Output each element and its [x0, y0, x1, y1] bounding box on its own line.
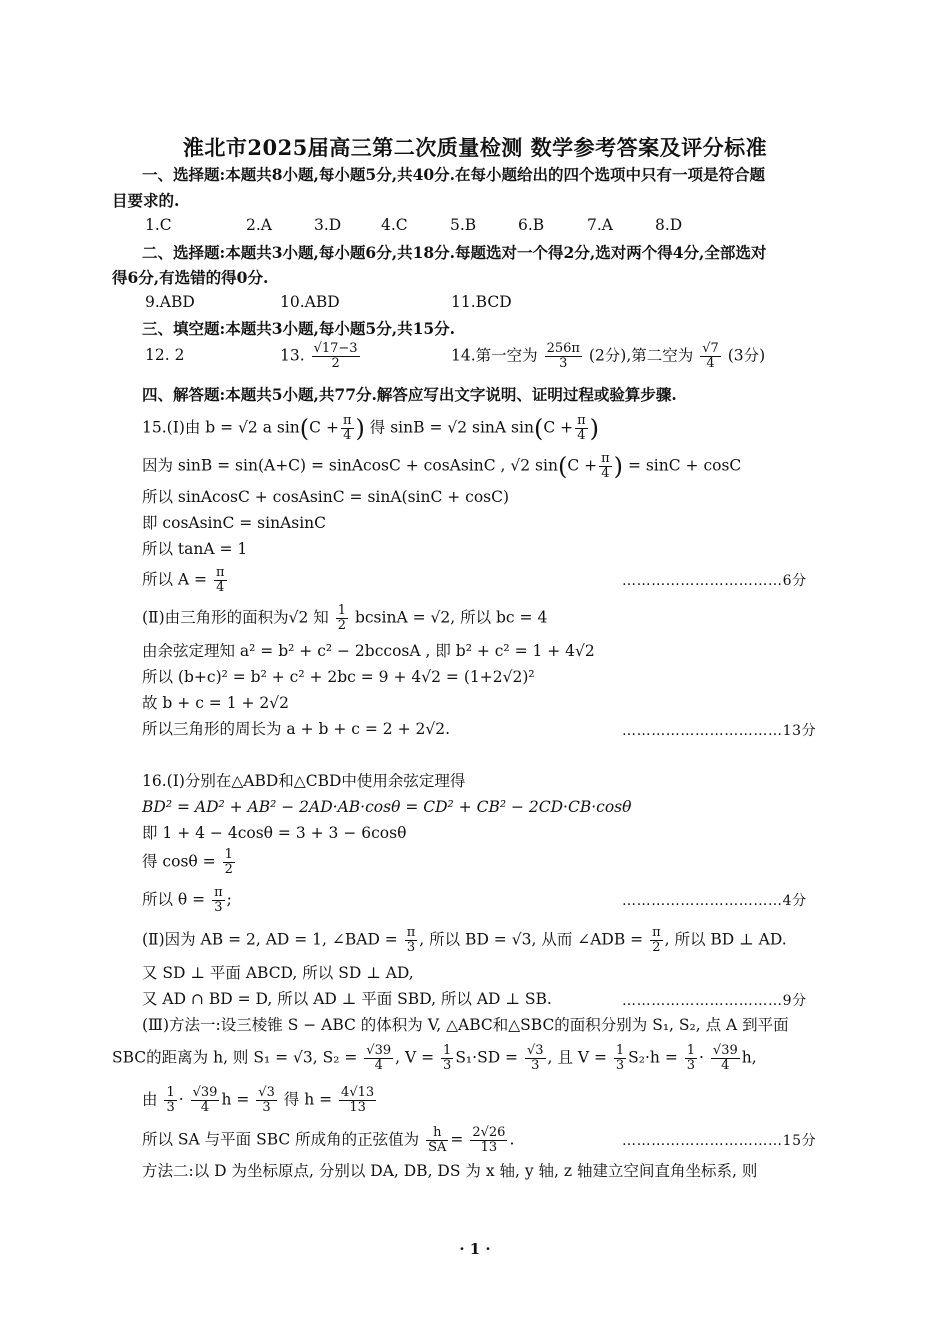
- q16-text: , 所以 BD = √3, 从而 ∠ADB =: [419, 930, 644, 949]
- denominator: 4: [374, 1058, 383, 1073]
- q16-text: (Ⅱ)因为 AB = 2, AD = 1, ∠BAD =: [142, 930, 398, 949]
- numerator: √39: [366, 1043, 392, 1058]
- denominator: 2: [652, 940, 661, 955]
- answer-14-prefix: 14.第一空为: [451, 346, 538, 365]
- fraction: [214, 566, 227, 595]
- fraction: [341, 414, 354, 443]
- answer-14: [451, 342, 765, 371]
- fraction: [470, 1126, 507, 1155]
- denominator: 4: [721, 1058, 730, 1073]
- denominator: 3: [406, 940, 416, 955]
- denominator: 3: [686, 1058, 696, 1073]
- q16-part2-line1: [142, 926, 787, 955]
- numerator: π: [214, 885, 223, 900]
- fraction: [685, 1044, 697, 1073]
- numerator: 1: [615, 1043, 625, 1058]
- numerator: 256π: [546, 341, 580, 356]
- q16-line2: BD² = AD² + AB² − 2AD·AB·cosθ = CD² + CB² − 2CD·CB·cosθ: [142, 798, 632, 816]
- denominator: 13: [480, 1140, 498, 1155]
- numerator: 1: [337, 603, 347, 618]
- denominator: 3: [615, 1058, 625, 1073]
- answer-item: 8.D: [655, 216, 683, 234]
- fraction: [364, 1044, 393, 1073]
- score-6: [622, 570, 807, 590]
- section2-intro-line1: 二、选择题:本题共3小题,每小题6分,共18分.每题选对一个得2分,选对两个得4分,全部选对: [142, 243, 767, 262]
- q16-text: , V =: [395, 1048, 435, 1067]
- leader-dots: ……………………………: [622, 893, 783, 909]
- numerator: π: [406, 925, 416, 940]
- q15-line5: 所以 tanA = 1: [142, 540, 248, 558]
- q16-line3: 即 1 + 4 − 4cosθ = 3 + 3 − 6cosθ: [142, 824, 407, 842]
- page-title: 淮北市2025届高三第二次质量检测 数学参考答案及评分标准: [182, 135, 768, 160]
- fraction: [405, 926, 418, 955]
- denominator: 4: [601, 466, 610, 481]
- numerator: π: [652, 925, 661, 940]
- numerator: √17−3: [313, 341, 358, 356]
- q16-text: ;: [226, 890, 232, 909]
- q16-text: h,: [741, 1048, 757, 1067]
- q16-line1: 16.(Ⅰ)分别在△ABD和△CBD中使用余弦定理得: [142, 772, 466, 790]
- q15-text: C +: [543, 418, 574, 437]
- q16-line5: [142, 886, 232, 915]
- answer-item: 3.D: [314, 216, 342, 234]
- q16-part2-line3: 又 AD ∩ BD = D, 所以 AD ⊥ 平面 SBD, 所以 AD ⊥ SB.: [142, 990, 552, 1008]
- numerator: h: [426, 1126, 448, 1141]
- q16-text: =: [450, 1130, 464, 1149]
- fraction: [700, 342, 721, 371]
- numerator: √3: [526, 1043, 544, 1058]
- fraction: [650, 926, 663, 955]
- denominator: 2: [337, 618, 347, 633]
- q16-text: 得 h =: [278, 1090, 333, 1109]
- denominator: 4: [577, 428, 586, 443]
- section1-intro-line2: 目要求的.: [112, 191, 180, 210]
- left-paren: (: [533, 414, 544, 443]
- denominator: 3: [214, 900, 223, 915]
- q15-line2: [142, 452, 741, 481]
- q16-text: S₁·SD =: [455, 1048, 519, 1067]
- q15-text: C +: [567, 456, 598, 475]
- denominator: 4: [216, 580, 225, 595]
- answer-item: 4.C: [381, 216, 408, 234]
- fraction: [223, 848, 235, 877]
- right-paren: ): [613, 452, 624, 481]
- left-paren: (: [557, 452, 568, 481]
- q15-text: 15.(Ⅰ)由 b = √2 a sin: [142, 418, 300, 437]
- q16-text: S₂·h =: [628, 1048, 678, 1067]
- q16-text: 所以 θ =: [142, 890, 206, 909]
- right-paren: ): [589, 414, 600, 443]
- q15-text: 因为 sinB = sin(A+C) = sinAcosC + cosAsinC , √2 sin: [142, 456, 558, 475]
- leader-dots: ……………………………: [622, 573, 783, 589]
- score-text: 4分: [782, 893, 807, 909]
- leader-dots: ……………………………: [622, 993, 783, 1009]
- q16-method2: 方法二:以 D 为坐标原点, 分别以 DA, DB, DS 为 x 轴, y 轴, z 轴建立空间直角坐标系, 则: [142, 1162, 758, 1180]
- numerator: π: [215, 565, 225, 580]
- q16-part2-line2: 又 SD ⊥ 平面 ABCD, 所以 SD ⊥ AD,: [142, 964, 414, 982]
- score-15: [622, 1130, 816, 1150]
- numerator: √3: [258, 1085, 275, 1100]
- fraction: [599, 452, 612, 481]
- q16-text: h =: [221, 1090, 250, 1109]
- denominator: 3: [166, 1100, 175, 1115]
- leader-dots: ……………………………: [622, 723, 783, 739]
- answer-item: 10.ABD: [280, 293, 340, 311]
- fraction: [212, 886, 225, 915]
- q15-text: (Ⅱ)由三角形的面积为√2 知: [142, 608, 329, 627]
- denominator: 13: [349, 1100, 366, 1115]
- numerator: √7: [702, 341, 719, 356]
- q15-text: bcsinA = √2, 所以 bc = 4: [354, 608, 548, 627]
- answer-14-suffix: (3分): [727, 346, 766, 365]
- answer-item: 6.B: [518, 216, 545, 234]
- q15-part2-line1: [142, 604, 547, 633]
- q16-text: SBC的距离为 h, 则 S₁ = √3, S₂ =: [112, 1048, 358, 1067]
- leader-dots: ……………………………: [622, 1133, 783, 1149]
- denominator: 2: [224, 862, 233, 877]
- denominator: 3: [443, 1058, 452, 1073]
- q15-text: C +: [309, 418, 339, 437]
- numerator: √39: [712, 1043, 738, 1058]
- fraction: [441, 1044, 453, 1073]
- fraction: [525, 1044, 546, 1073]
- score-4: [622, 890, 807, 910]
- denominator: SA: [428, 1140, 447, 1155]
- denominator: 4: [343, 428, 352, 443]
- right-paren: ): [355, 414, 365, 443]
- answer-item: 7.A: [587, 216, 613, 234]
- q15-line1: [142, 414, 599, 443]
- fraction: [711, 1044, 740, 1073]
- q16-part3-line1: (Ⅲ)方法一:设三棱锥 S − ABC 的体积为 V, △ABC和△SBC的面积分别为 S₁, S₂, 点 A 到平面: [142, 1016, 789, 1034]
- q16-text: , 且 V =: [547, 1048, 607, 1067]
- section1-intro-line1: 一、选择题:本题共8小题,每小题5分,共40分.在每小题给出的四个选项中只有一项是符合题: [142, 165, 766, 184]
- fraction: [164, 1086, 176, 1115]
- answer-item: 2.A: [246, 216, 272, 234]
- fraction: [336, 604, 348, 633]
- answer-item: 1.C: [145, 216, 172, 234]
- score-13: [622, 720, 816, 740]
- section3-intro: 三、填空题:本题共3小题,每小题5分,共15分.: [142, 319, 456, 338]
- score-text: 9分: [782, 993, 807, 1009]
- q15-line3: 所以 sinAcosC + cosAsinC = sinA(sinC + cosC): [142, 488, 510, 506]
- fraction: [545, 342, 582, 371]
- fraction: [339, 1086, 376, 1115]
- denominator: 3: [559, 356, 568, 371]
- fraction: [256, 1086, 277, 1115]
- numerator: π: [601, 451, 610, 466]
- q16-text: , 所以 BD ⊥ AD.: [664, 930, 787, 949]
- denominator: 3: [531, 1058, 540, 1073]
- left-paren: (: [299, 414, 310, 443]
- numerator: √39: [192, 1085, 218, 1100]
- numerator: 2√26: [472, 1125, 506, 1140]
- q15-text: 所以 A =: [142, 570, 208, 589]
- q16-part3-line3: [142, 1086, 378, 1115]
- section4-intro: 四、解答题:本题共5小题,共77分.解答应写出文字说明、证明过程或验算步骤.: [142, 385, 677, 404]
- q16-text: 由: [142, 1090, 158, 1109]
- numerator: 1: [224, 847, 233, 862]
- answer-item: 9.ABD: [145, 293, 195, 311]
- fraction: [614, 1044, 626, 1073]
- q15-text: 得 sinB = √2 sinA sin: [364, 418, 534, 437]
- q15-line4: 即 cosAsinC = sinAsinC: [142, 514, 327, 532]
- q16-part3-line2: [112, 1044, 757, 1073]
- q15-part2-line2: 由余弦定理知 a² = b² + c² − 2bccosA , 即 b² + c² = 1 + 4√2: [142, 642, 595, 660]
- numerator: 1: [443, 1043, 452, 1058]
- fraction: [191, 1086, 220, 1115]
- page-number: · 1 ·: [459, 1240, 491, 1258]
- score-text: 6分: [782, 573, 807, 589]
- fraction: [426, 1126, 448, 1155]
- numerator: 1: [166, 1085, 175, 1100]
- q15-part2-line3: 所以 (b+c)² = b² + c² + 2bc = 9 + 4√2 = (1+2√2)²: [142, 668, 535, 686]
- denominator: 2: [331, 356, 340, 371]
- numerator: 4√13: [341, 1085, 375, 1100]
- answer-14-middle: (2分),第二空为: [588, 346, 694, 365]
- denominator: 3: [262, 1100, 271, 1115]
- answer-13-prefix: 13.: [280, 346, 305, 365]
- answer-12: 12. 2: [145, 346, 185, 364]
- q16-part3-line4: [142, 1126, 514, 1155]
- denominator: 4: [200, 1100, 210, 1115]
- fraction: [575, 414, 588, 443]
- q16-text: .: [509, 1130, 515, 1149]
- answer-13: [280, 342, 362, 371]
- q16-text: ·: [699, 1048, 704, 1067]
- numerator: π: [577, 413, 586, 428]
- answer-item: 11.BCD: [451, 293, 512, 311]
- answer-item: 5.B: [450, 216, 477, 234]
- q16-line4: [142, 848, 237, 877]
- numerator: π: [342, 413, 352, 428]
- denominator: 4: [706, 356, 715, 371]
- q15-line6: [142, 566, 229, 595]
- numerator: 1: [686, 1043, 696, 1058]
- q16-text: ·: [178, 1090, 184, 1109]
- q16-text: 得 cosθ =: [142, 852, 216, 871]
- section2-intro-line2: 得6分,有选错的得0分.: [112, 268, 269, 287]
- score-text: 15分: [782, 1133, 817, 1149]
- q15-part2-line5: 所以三角形的周长为 a + b + c = 2 + 2√2.: [142, 720, 451, 738]
- fraction: [312, 342, 360, 371]
- q16-text: 所以 SA 与平面 SBC 所成角的正弦值为: [142, 1130, 420, 1149]
- q15-part2-line4: 故 b + c = 1 + 2√2: [142, 694, 290, 712]
- q15-text: = sinC + cosC: [623, 456, 742, 475]
- score-9: [622, 990, 807, 1010]
- score-text: 13分: [782, 723, 817, 739]
